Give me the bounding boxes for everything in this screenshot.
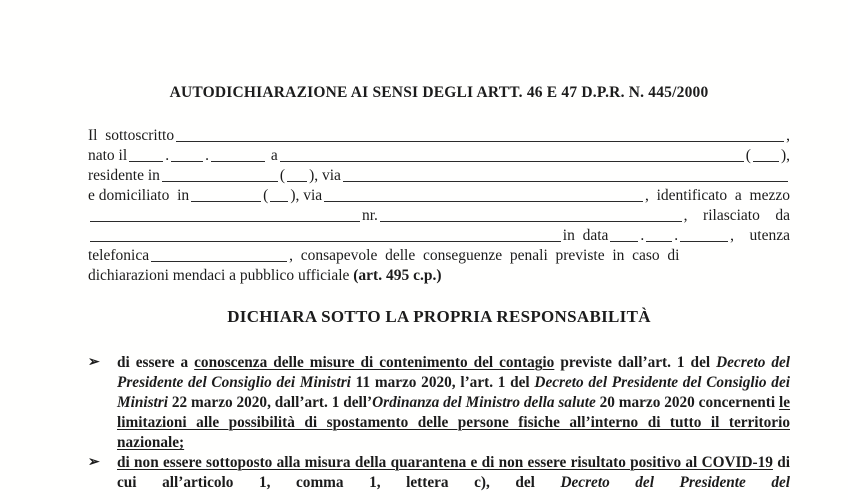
form-line bbox=[88, 165, 790, 185]
blank-field bbox=[610, 240, 638, 242]
blank-field bbox=[646, 240, 672, 242]
form-text: . bbox=[165, 147, 170, 164]
form-body bbox=[88, 125, 790, 285]
form-text: ( bbox=[263, 187, 269, 204]
form-line bbox=[88, 145, 790, 165]
blank-field bbox=[191, 200, 261, 202]
form-text: , bbox=[786, 127, 790, 144]
form-text: ), bbox=[780, 147, 790, 164]
blank-field bbox=[171, 160, 203, 162]
form-text: (art. 495 c.p.) bbox=[353, 267, 442, 284]
form-line bbox=[88, 185, 790, 205]
form-text: telefonica bbox=[88, 247, 150, 264]
declaration-segment: Ordinanza del Ministro della salute bbox=[372, 394, 596, 411]
form-line bbox=[88, 225, 790, 245]
declaration-segment: conoscenza delle misure di contenimento del contagio bbox=[194, 354, 555, 371]
declaration-segment: Decreto del Presidente del Consiglio dei Ministri bbox=[117, 354, 791, 391]
declaration-segment: previste dall’art. 1 del bbox=[554, 354, 717, 371]
form-text: residente in bbox=[88, 167, 160, 184]
declaration-list bbox=[88, 353, 790, 493]
declaration-text bbox=[117, 353, 790, 453]
declaration-text bbox=[117, 453, 790, 493]
blank-field bbox=[176, 140, 784, 142]
form-text: , identificato a mezzo bbox=[644, 187, 790, 204]
section-heading: DICHIARA SOTTO LA PROPRIA RESPONSABILITÀ bbox=[227, 307, 651, 326]
form-text: dichiarazioni mendaci a pubblico ufficiale bbox=[88, 267, 354, 284]
form-line bbox=[88, 205, 790, 225]
form-text: ( bbox=[745, 147, 751, 164]
form-text: nr. bbox=[362, 207, 378, 224]
form-line bbox=[88, 245, 790, 265]
document-title: AUTODICHIARAZIONE AI SENSI DEGLI ARTT. 46 E 47 D.P.R. N. 445/2000 bbox=[169, 84, 709, 101]
blank-field bbox=[129, 160, 163, 162]
form-text: e domiciliato in bbox=[88, 187, 190, 204]
bullet-arrow-icon: ➢ bbox=[88, 355, 100, 370]
declaration-segment: di essere a bbox=[117, 354, 195, 371]
blank-field bbox=[270, 200, 288, 202]
form-text: , utenza bbox=[730, 227, 790, 244]
form-line bbox=[88, 265, 790, 285]
form-text: . bbox=[205, 147, 209, 164]
bullet-arrow-icon: ➢ bbox=[88, 455, 100, 470]
declaration-segment: 20 marzo 2020 concernenti bbox=[595, 394, 779, 411]
blank-field bbox=[753, 160, 779, 162]
blank-field bbox=[151, 260, 287, 262]
form-text: ), via bbox=[290, 187, 323, 204]
form-text: . bbox=[640, 227, 645, 244]
form-text: a bbox=[266, 147, 278, 164]
form-text: nato il bbox=[88, 147, 128, 164]
form-text: . bbox=[674, 227, 679, 244]
form-text: ), via bbox=[309, 167, 341, 184]
blank-field bbox=[280, 160, 744, 162]
form-text: ( bbox=[279, 167, 286, 184]
declaration-segment: di cui all’articolo 1, comma 1, lettera c), del bbox=[117, 454, 790, 491]
declaration-segment: di non essere sottoposto alla misura della quarantena e di non essere risultato positivo al COVID-19 bbox=[117, 454, 773, 471]
blank-field bbox=[380, 220, 682, 222]
declaration-segment: Decreto del Presidente del Consiglio dei Ministri bbox=[117, 374, 790, 411]
declaration-segment: le limitazioni alle possibilità di spostamento delle persone fisiche all’interno di tutto il territorio nazionale; bbox=[117, 394, 791, 451]
declaration-item bbox=[88, 453, 790, 493]
declaration-item bbox=[88, 353, 790, 453]
form-text: Il sottoscritto bbox=[88, 127, 175, 144]
declaration-segment: 11 marzo 2020, l’art. 1 del bbox=[350, 374, 535, 391]
blank-field bbox=[162, 180, 278, 182]
blank-field bbox=[324, 200, 643, 202]
form-text: , consapevole delle conseguenze penali previste in caso di bbox=[289, 247, 680, 264]
blank-field bbox=[90, 240, 561, 242]
form-line bbox=[88, 125, 790, 145]
form-text: in data bbox=[562, 227, 609, 244]
form-text: , rilasciato da bbox=[683, 207, 790, 224]
declaration-segment: Decreto del Presidente del bbox=[560, 474, 791, 491]
declaration-segment: 22 marzo 2020, dall’art. 1 dell’ bbox=[168, 394, 373, 411]
blank-field bbox=[680, 240, 728, 242]
blank-field bbox=[211, 160, 265, 162]
blank-field bbox=[287, 180, 307, 182]
blank-field bbox=[90, 220, 360, 222]
blank-field bbox=[343, 180, 788, 182]
